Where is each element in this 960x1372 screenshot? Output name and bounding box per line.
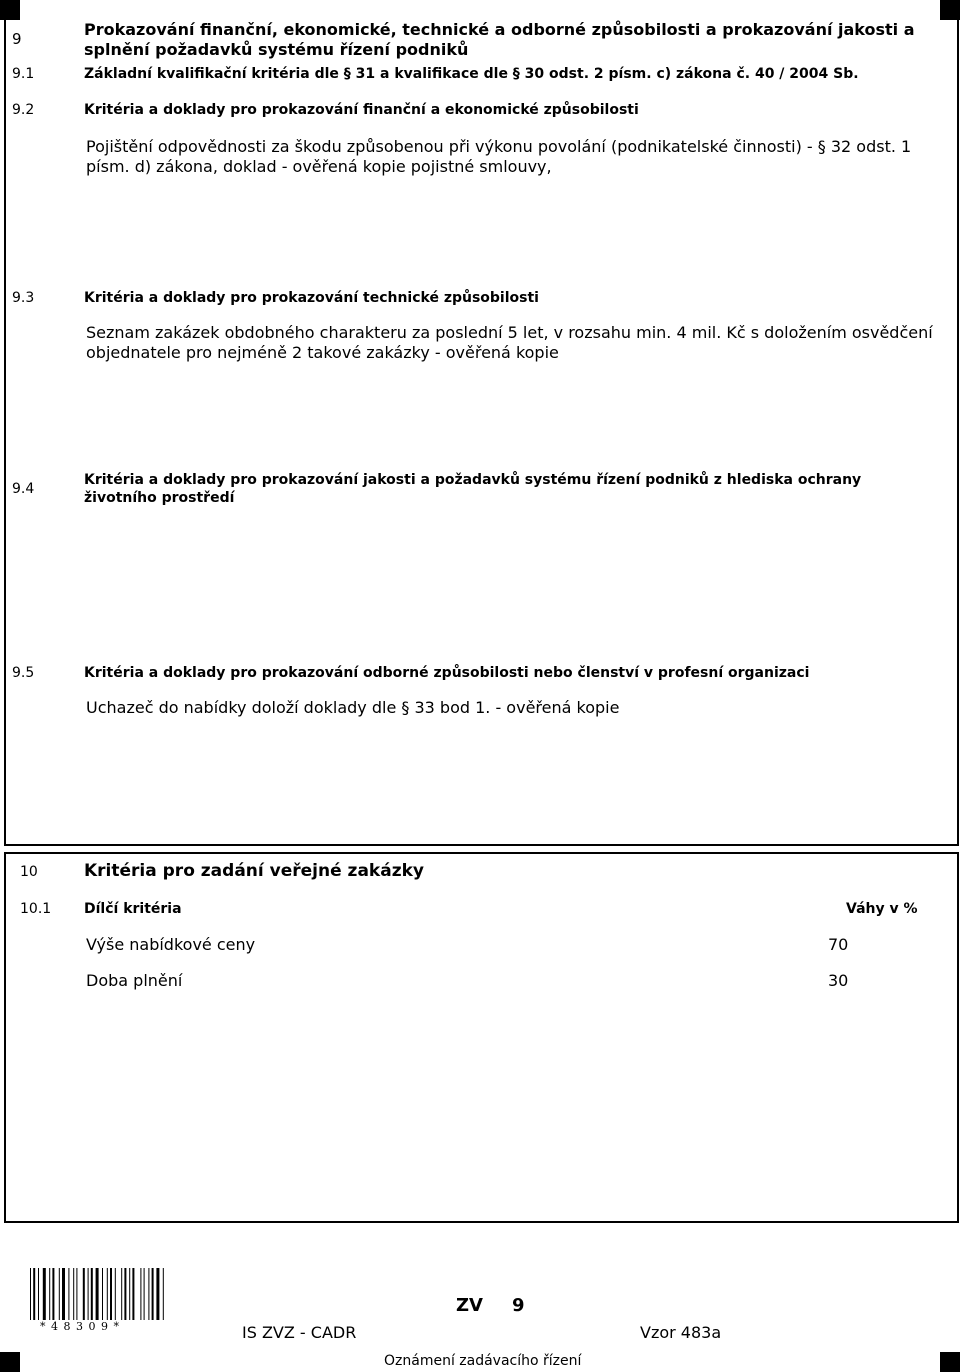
section-10-1-number: 10.1	[20, 901, 52, 917]
document-title: Oznámení zadávacího řízení	[384, 1353, 582, 1369]
barcode-bar	[30, 1268, 31, 1320]
page-number: 9	[512, 1295, 525, 1316]
barcode-bar	[152, 1268, 154, 1320]
section-9-5-number: 9.5	[12, 665, 35, 681]
barcode-bar	[52, 1268, 54, 1320]
section-9-box	[4, 0, 959, 846]
barcode-bar	[83, 1268, 85, 1320]
registration-mark-bottom-right	[940, 1352, 960, 1372]
section-10-number: 10	[20, 864, 38, 880]
barcode-bar	[43, 1268, 46, 1320]
barcode-bar	[156, 1268, 159, 1320]
barcode-text: * 4 8 3 0 9 *	[40, 1320, 120, 1333]
barcode-bar	[163, 1268, 164, 1320]
barcode-bar	[110, 1268, 112, 1320]
barcode-bar	[73, 1268, 74, 1320]
barcode-bar	[91, 1268, 93, 1320]
criterion-weight: 70	[828, 935, 849, 954]
barcode-bar	[59, 1268, 60, 1320]
registration-mark-bottom-left	[0, 1352, 20, 1372]
barcode-bar	[129, 1268, 130, 1320]
barcode-bar	[144, 1268, 145, 1320]
section-9-1-heading: Základní kvalifikační kritéria dle § 31 a kvalifikace dle § 30 odst. 2 písm. c) zákona č. 40 / 2004 Sb.	[84, 66, 859, 82]
section-9-2-heading: Kritéria a doklady pro prokazování finanční a ekonomické způsobilosti	[84, 102, 639, 118]
barcode-bar	[121, 1268, 122, 1320]
barcode-bar	[33, 1268, 35, 1320]
barcode-bar	[49, 1268, 50, 1320]
section-9-3-number: 9.3	[12, 290, 35, 306]
barcode-bar	[102, 1268, 103, 1320]
section-9-2-text: Pojištění odpovědnosti za škodu způsobenou při výkonu povolání (podnikatelské činnosti) - § 32 odst. 1 písm. d) zákona, doklad - ověřená kopie pojistné smlouvy,	[86, 137, 912, 176]
barcode-bar	[76, 1268, 77, 1320]
section-10-title: Kritéria pro zadání veřejné zakázky	[84, 861, 424, 881]
barcode-bar	[62, 1268, 65, 1320]
barcode-bar	[68, 1268, 69, 1320]
barcode-bar	[88, 1268, 89, 1320]
criterion-weight: 30	[828, 971, 849, 990]
barcode-bar	[132, 1268, 134, 1320]
barcode-bar	[96, 1268, 99, 1320]
section-9-4-heading: Kritéria a doklady pro prokazování jakosti a požadavků systému řízení podniků z hlediska ochrany životního prostředí	[84, 472, 862, 506]
barcode	[30, 1268, 216, 1320]
section-9-3-heading: Kritéria a doklady pro prokazování technické způsobilosti	[84, 290, 539, 306]
barcode-bar	[140, 1268, 141, 1320]
section-9-4-number: 9.4	[12, 481, 35, 497]
weights-header: Váhy v %	[846, 901, 918, 917]
barcode-bar	[115, 1268, 116, 1320]
barcode-bar	[107, 1268, 108, 1320]
criterion-name: Výše nabídkové ceny	[86, 935, 256, 954]
template-name: Vzor 483a	[640, 1323, 722, 1342]
criterion-name: Doba plnění	[86, 971, 183, 990]
system-name: IS ZVZ - CADR	[242, 1323, 357, 1342]
form-code: ZV	[456, 1295, 483, 1316]
section-9-title: Prokazování finanční, ekonomické, technické a odborné způsobilosti a prokazování jakosti a splnění požadavků systému řízení podniků	[84, 20, 915, 59]
section-9-5-text: Uchazeč do nabídky doloží doklady dle § 33 bod 1. - ověřená kopie	[86, 698, 620, 717]
section-9-number: 9	[12, 30, 22, 48]
barcode-bar	[38, 1268, 39, 1320]
section-9-2-number: 9.2	[12, 102, 35, 118]
section-9-5-heading: Kritéria a doklady pro prokazování odborné způsobilosti nebo členství v profesní organizaci	[84, 665, 810, 681]
section-10-1-heading: Dílčí kritéria	[84, 901, 182, 917]
barcode-bar	[124, 1268, 126, 1320]
barcode-bar	[148, 1268, 149, 1320]
section-9-1-number: 9.1	[12, 66, 35, 82]
section-9-3-text: Seznam zakázek obdobného charakteru za poslední 5 let, v rozsahu min. 4 mil. Kč s doložením osvědčení objednatele pro nejméně 2 takové zakázky - ověřená kopie	[86, 323, 933, 362]
